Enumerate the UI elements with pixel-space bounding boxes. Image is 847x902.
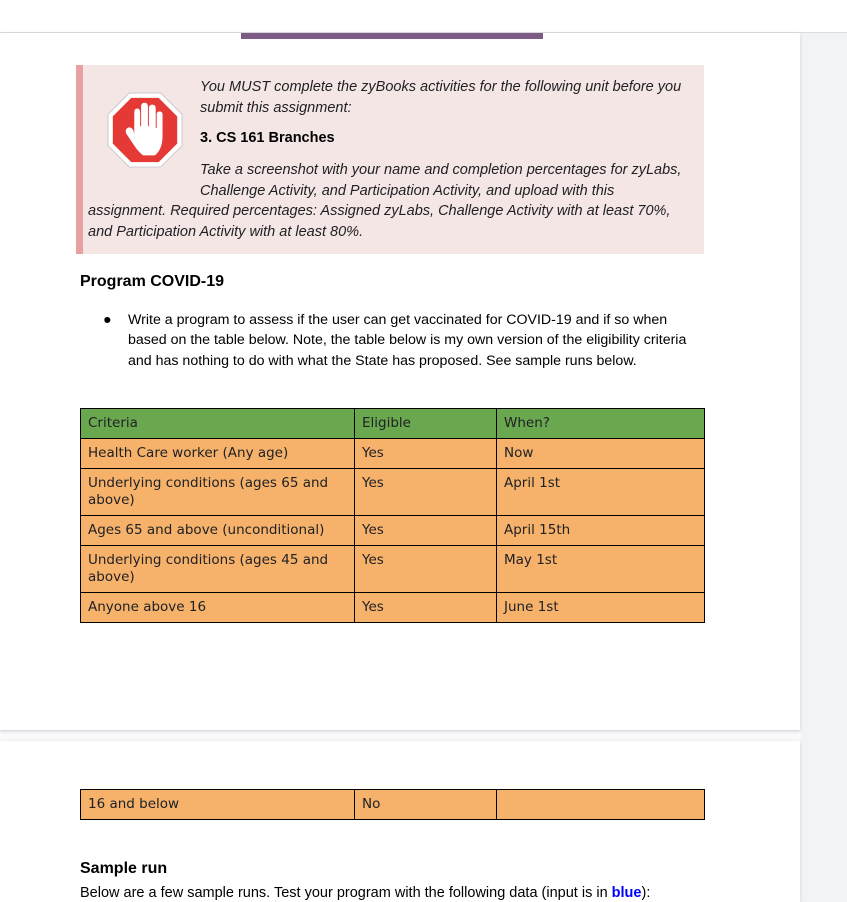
- table-cell: Yes: [355, 469, 497, 516]
- right-gutter: [801, 33, 847, 902]
- table-header-row: [81, 409, 705, 439]
- table-cell: Underlying conditions (ages 45 and above): [81, 546, 355, 593]
- stop-hand-icon: [106, 91, 184, 169]
- sample-intro-end: ):: [641, 885, 651, 901]
- input-color-highlight: blue: [611, 885, 642, 901]
- notice-line-3: assignment. Required percentages: Assigned zyLabs, Challenge Activity with at least 70%, and Participation Activity with at least 80%.: [88, 203, 671, 240]
- table-row: [81, 790, 705, 820]
- table-cell: Ages 65 and above (unconditional): [81, 516, 355, 546]
- table-row: [81, 516, 705, 546]
- notice-line-1: You MUST complete the zyBooks activities for the following unit before you submit this assignment:: [200, 79, 682, 116]
- table-cell: Health Care worker (Any age): [81, 439, 355, 469]
- unit-title: 3. CS 161 Branches: [200, 130, 335, 146]
- table-row: [81, 593, 705, 623]
- zybooks-notice-callout: [76, 65, 704, 254]
- eligibility-table-continued: [80, 789, 705, 820]
- header-cell: When?: [497, 409, 705, 439]
- table-cell: Yes: [355, 516, 497, 546]
- eligibility-table: [80, 408, 705, 623]
- table-cell: 16 and below: [81, 790, 355, 820]
- table-cell: No: [355, 790, 497, 820]
- table-cell: Yes: [355, 546, 497, 593]
- table-cell: May 1st: [497, 546, 705, 593]
- table-row: [81, 439, 705, 469]
- table-row: [81, 546, 705, 593]
- top-toolbar-area: [0, 0, 847, 33]
- table-cell: [497, 790, 705, 820]
- document-page-2: [0, 741, 800, 902]
- bullet-dot-icon: ●: [103, 312, 112, 328]
- table-cell: Underlying conditions (ages 65 and above): [81, 469, 355, 516]
- table-cell: April 15th: [497, 516, 705, 546]
- bullet-text: Write a program to assess if the user can get vaccinated for COVID-19 and if so when based on the table below. Note, the table below is my own version of the eligibility criteria and has nothing to do with what the State has proposed. See sample runs below.: [128, 312, 687, 369]
- table-cell: Yes: [355, 593, 497, 623]
- document-page-1: [0, 33, 800, 730]
- notice-line-2: Take a screenshot with your name and completion percentages for zyLabs, Challenge Activity, and Participation Activity, and upload with this: [200, 162, 682, 199]
- callout-stripe: [76, 65, 83, 254]
- table-cell: Now: [497, 439, 705, 469]
- header-cell: Criteria: [81, 409, 355, 439]
- table-cell: Yes: [355, 439, 497, 469]
- sample-intro-text: Below are a few sample runs. Test your program with the following data (input is in: [80, 885, 612, 901]
- table-cell: Anyone above 16: [81, 593, 355, 623]
- table-row: [81, 469, 705, 516]
- table-cell: April 1st: [497, 469, 705, 516]
- header-accent-bar: [241, 33, 543, 39]
- header-cell: Eligible: [355, 409, 497, 439]
- sample-run-intro: [80, 885, 650, 901]
- sample-run-heading: Sample run: [80, 860, 168, 877]
- table-cell: June 1st: [497, 593, 705, 623]
- program-heading: Program COVID-19: [80, 273, 225, 290]
